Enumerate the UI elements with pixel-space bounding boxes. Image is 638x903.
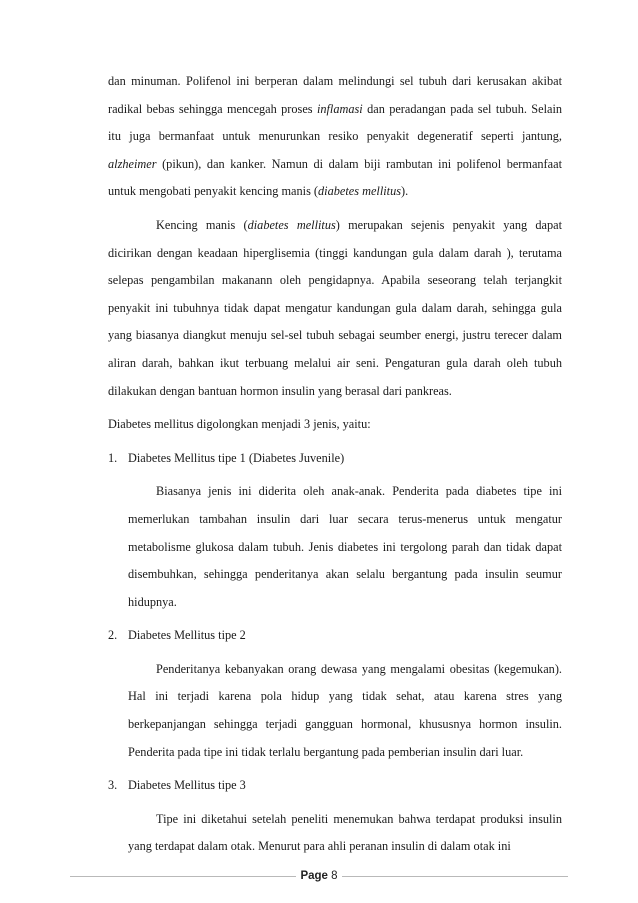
term-diabetes-mellitus: diabetes mellitus <box>318 184 402 199</box>
body-text <box>108 68 562 861</box>
list-heading: 3. Diabetes Mellitus tipe 3 <box>128 772 562 800</box>
list-body: Penderitanya kebanyakan orang dewasa yang mengalami obesitas (kegemukan). Hal ini terjadi karena pola hidup yang tidak sehat, atau karena stres yang berkepanjangan sehingga terjadi gangguan hormonal, khususnya hormon insulin. Penderita pada tipe ini tidak terlalu bergantung pada pemberian insulin dari luar. <box>128 661 562 759</box>
paragraph-polifenol: dan minuman. Polifenol ini berperan dalam melindungi sel tubuh dari kerusakan akibat radikal bebas sehingga mencegah proses inflamasi dan peradangan pada sel tubuh. Selain itu juga bermanfaat untuk menurunkan resiko penyakit degeneratif seperti jantung, alzheimer (pikun), dan kanker. Namun di dalam biji rambutan ini polifenol bermanfaat untuk mengobati penyakit kencing manis (diabetes mellitus). <box>108 74 563 199</box>
list-number: 3. <box>108 778 118 793</box>
list-heading: 2. Diabetes Mellitus tipe 2 <box>128 622 562 650</box>
term-inflamasi: inflamasi <box>316 101 363 116</box>
list-heading: 1. Diabetes Mellitus tipe 1 (Diabetes Juvenile) <box>128 445 562 473</box>
term-alzheimer: alzheimer <box>108 156 157 171</box>
list-number: 2. <box>108 628 118 643</box>
term-diabetes-mellitus: diabetes mellitus <box>247 217 336 232</box>
page-footer <box>70 866 568 886</box>
list-item-type-3 <box>108 772 562 861</box>
paragraph-kencing-manis: Kencing manis (diabetes mellitus) merupakan sejenis penyakit yang dapat dicirikan dengan keadaan hiperglisemia (tinggi kandungan gula dalam darah ), terutama selepas pengambilan makanann oleh pengidapnya. Apabila seseorang telah terjangkit penyakit ini tubuhnya tidak dapat mengatur kandungan gula dalam darah, sehingga gula yang biasanya diangkut menuju sel-sel tubuh sebagai seumber energi, justru terecer dalam aliran darah, bahkan ikut terbuang melalui air seni. Pengaturan gula darah oleh tubuh dilakukan dengan bantuan hormon insulin yang berasal dari pankreas. <box>108 217 563 398</box>
page-number-value: 8 <box>331 870 338 882</box>
list-item-type-1 <box>108 445 562 617</box>
list-body: Biasanya jenis ini diderita oleh anak-anak. Penderita pada diabetes tipe ini memerlukan tambahan insulin dari luar secara terus-menerus untuk mengatur metabolisme glukosa dalam tubuh. Jenis diabetes ini tergolong parah dan tidak dapat disembuhkan, sehingga penderitanya akan selalu bergantung pada insulin seumur hidupnya. <box>128 484 562 609</box>
list-number: 1. <box>108 450 118 465</box>
list-body: Tipe ini diketahui setelah peneliti menemukan bahwa terdapat produksi insulin yang terdapat dalam otak. Menurut para ahli peranan insulin di dalam otak ini <box>128 811 562 854</box>
list-item-type-2 <box>108 622 562 766</box>
page-label: Page <box>300 870 328 882</box>
page-number <box>70 866 568 886</box>
paragraph-classification-intro: Diabetes mellitus digolongkan menjadi 3 jenis, yaitu: <box>108 417 371 432</box>
